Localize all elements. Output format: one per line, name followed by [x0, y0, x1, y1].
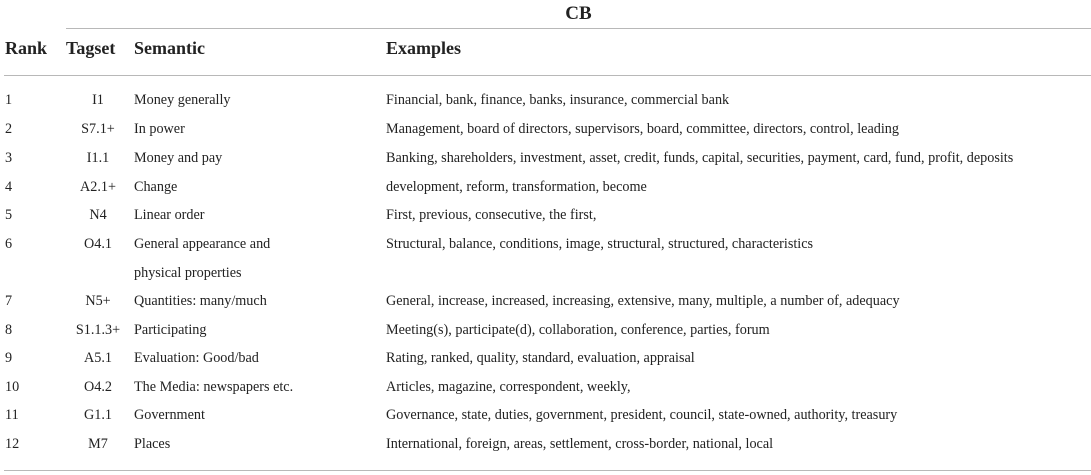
cell-rank: 9 — [5, 350, 13, 366]
cell-rank: 8 — [5, 322, 13, 338]
cell-examples: Management, board of directors, supervisors, board, committee, directors, control, leading — [386, 121, 899, 137]
cell-examples: Meeting(s), participate(d), collaboration, conference, parties, forum — [386, 322, 770, 338]
cell-rank: 4 — [5, 179, 13, 195]
cell-semantic — [134, 373, 293, 402]
cell-semantic — [134, 86, 231, 115]
semantic-line: Change — [134, 179, 178, 195]
cell-tagset: N4 — [89, 207, 107, 223]
cell-semantic — [134, 115, 185, 144]
cell-rank: 7 — [5, 293, 13, 309]
cell-rank: 5 — [5, 207, 13, 223]
semantic-line: General appearance and — [134, 236, 271, 252]
table-group-header: CB — [565, 3, 592, 24]
group-header-rule — [66, 28, 1091, 29]
cell-rank: 1 — [5, 92, 13, 108]
semantic-line: Money and pay — [134, 150, 223, 166]
cell-rank: 2 — [5, 121, 13, 137]
cell-tagset: O4.2 — [84, 379, 112, 395]
semantic-line: The Media: newspapers etc. — [134, 379, 294, 395]
column-header-tagset: Tagset — [66, 38, 116, 58]
cell-semantic — [134, 430, 170, 459]
cell-rank: 3 — [5, 150, 13, 166]
bottom-rule — [4, 470, 1091, 471]
cell-semantic — [134, 173, 177, 202]
semantic-line: Evaluation: Good/bad — [134, 350, 259, 366]
cell-examples: Rating, ranked, quality, standard, evaluation, appraisal — [386, 350, 695, 366]
cell-tagset: S1.1.3+ — [75, 322, 121, 338]
cell-examples: Financial, bank, finance, banks, insurance, commercial bank — [386, 92, 730, 108]
cell-tagset: N5+ — [85, 293, 111, 309]
cell-tagset: I1.1 — [86, 150, 110, 166]
cell-examples: development, reform, transformation, become — [386, 179, 647, 195]
cell-semantic — [134, 201, 205, 230]
semantic-line: Participating — [134, 322, 207, 338]
header-rule — [4, 75, 1091, 76]
cell-examples: Governance, state, duties, government, president, council, state-owned, authority, treasury — [386, 407, 898, 423]
column-header-rank: Rank — [5, 38, 48, 58]
cell-tagset: S7.1+ — [81, 121, 115, 137]
cell-rank: 11 — [5, 407, 19, 423]
cell-examples: Structural, balance, conditions, image, structural, structured, characteristics — [386, 236, 814, 252]
semantic-line: In power — [134, 121, 185, 137]
semantic-line: Places — [134, 436, 171, 452]
semantic-line: physical properties — [134, 264, 242, 281]
semantic-line: Quantities: many/much — [134, 293, 267, 309]
cell-tagset: M7 — [88, 436, 108, 452]
column-header-examples: Examples — [386, 38, 462, 58]
cell-tagset: O4.1 — [84, 236, 112, 252]
column-header-semantic: Semantic — [134, 38, 205, 58]
cell-examples: International, foreign, areas, settlement, cross-border, national, local — [386, 436, 774, 452]
cell-semantic — [134, 401, 205, 430]
semantic-line: Government — [134, 407, 205, 423]
cell-semantic — [134, 287, 267, 316]
cell-tagset: I1 — [92, 92, 104, 108]
cell-semantic — [134, 230, 270, 287]
cell-tagset: A2.1+ — [80, 179, 116, 195]
cell-rank: 6 — [5, 236, 13, 252]
cell-examples: General, increase, increased, increasing, extensive, many, multiple, a number of, adequacy — [386, 293, 900, 309]
cell-rank: 12 — [5, 436, 20, 452]
cell-examples: Articles, magazine, correspondent, weekly, — [386, 379, 631, 395]
cell-tagset: A5.1 — [84, 350, 112, 366]
cell-semantic — [134, 316, 207, 345]
cell-semantic — [134, 344, 259, 373]
cell-tagset: G1.1 — [84, 407, 112, 423]
cell-examples: First, previous, consecutive, the first, — [386, 207, 597, 223]
cell-semantic — [134, 144, 222, 173]
semantic-line: Linear order — [134, 207, 205, 223]
semantic-line: Money generally — [134, 92, 231, 108]
cell-rank: 10 — [5, 379, 20, 395]
cell-examples: Banking, shareholders, investment, asset, credit, funds, capital, securities, payment, card, fund, profit, deposits — [386, 150, 1014, 166]
